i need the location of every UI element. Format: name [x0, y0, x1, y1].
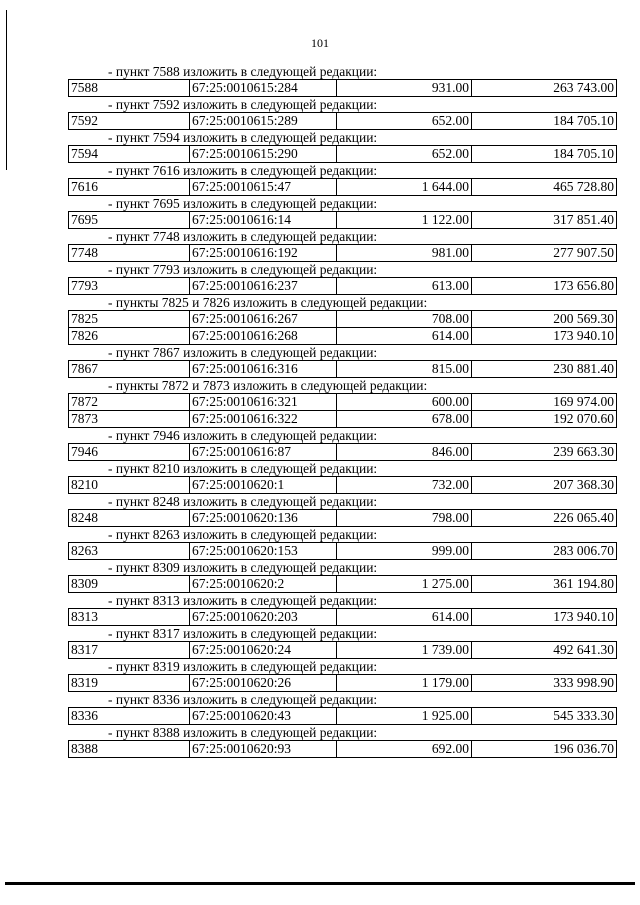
amendment-table [68, 641, 617, 659]
amendment-instruction: - пункт 7748 изложить в следующей редакции: [108, 229, 378, 244]
cadastral-value-cell: 184 705.10 [472, 146, 617, 163]
area-cell: 846.00 [337, 444, 472, 461]
amendment-section [68, 262, 614, 295]
table-row [69, 576, 617, 593]
amendment-instruction: - пункт 8248 изложить в следующей редакции: [108, 494, 378, 509]
amendment-instruction: - пункт 7594 изложить в следующей редакции: [108, 130, 378, 145]
amendment-instruction: - пункт 8263 изложить в следующей редакции: [108, 527, 378, 542]
area-cell: 652.00 [337, 146, 472, 163]
area-cell: 1 122.00 [337, 212, 472, 229]
amendment-table [68, 542, 617, 560]
cadastral-number-cell: 67:25:0010620:43 [190, 708, 337, 725]
amendment-section [68, 593, 614, 626]
amendment-instruction: - пункт 7695 изложить в следующей редакции: [108, 196, 378, 211]
amendment-table [68, 674, 617, 692]
amendment-table [68, 310, 617, 345]
amendment-table [68, 145, 617, 163]
cadastral-value-cell: 173 940.10 [472, 609, 617, 626]
table-row [69, 179, 617, 196]
item-number-cell: 8336 [69, 708, 190, 725]
amendment-instruction: - пункт 8317 изложить в следующей редакции: [108, 626, 378, 641]
table-row [69, 328, 617, 345]
margin-rule [6, 10, 7, 170]
item-number-cell: 7793 [69, 278, 190, 295]
table-row [69, 80, 617, 97]
amendment-section [68, 494, 614, 527]
area-cell: 732.00 [337, 477, 472, 494]
area-cell: 1 644.00 [337, 179, 472, 196]
cadastral-value-cell: 184 705.10 [472, 113, 617, 130]
cadastral-number-cell: 67:25:0010615:290 [190, 146, 337, 163]
amendments-list [68, 64, 614, 758]
area-cell: 613.00 [337, 278, 472, 295]
cadastral-value-cell: 465 728.80 [472, 179, 617, 196]
area-cell: 600.00 [337, 394, 472, 411]
amendment-table [68, 112, 617, 130]
item-number-cell: 7867 [69, 361, 190, 378]
cadastral-value-cell: 200 569.30 [472, 311, 617, 328]
amendment-section [68, 295, 614, 345]
amendment-instruction: - пункт 8388 изложить в следующей редакции: [108, 725, 378, 740]
cadastral-number-cell: 67:25:0010616:14 [190, 212, 337, 229]
item-number-cell: 7826 [69, 328, 190, 345]
amendment-instruction: - пункты 7825 и 7826 изложить в следующей редакции: [108, 295, 428, 310]
table-row [69, 543, 617, 560]
amendment-section [68, 560, 614, 593]
cadastral-value-cell: 283 006.70 [472, 543, 617, 560]
item-number-cell: 7695 [69, 212, 190, 229]
table-row [69, 609, 617, 626]
amendment-table [68, 575, 617, 593]
area-cell: 692.00 [337, 741, 472, 758]
table-row [69, 146, 617, 163]
cadastral-number-cell: 67:25:0010616:237 [190, 278, 337, 295]
amendment-instruction: - пункты 7872 и 7873 изложить в следующей редакции: [108, 378, 428, 393]
cadastral-number-cell: 67:25:0010620:2 [190, 576, 337, 593]
cadastral-value-cell: 173 940.10 [472, 328, 617, 345]
area-cell: 1 179.00 [337, 675, 472, 692]
amendment-section [68, 97, 614, 130]
cadastral-value-cell: 317 851.40 [472, 212, 617, 229]
table-row [69, 510, 617, 527]
area-cell: 981.00 [337, 245, 472, 262]
amendment-table [68, 608, 617, 626]
amendment-table [68, 476, 617, 494]
area-cell: 1 739.00 [337, 642, 472, 659]
cadastral-number-cell: 67:25:0010620:1 [190, 477, 337, 494]
amendment-instruction: - пункт 7592 изложить в следующей редакции: [108, 97, 378, 112]
amendment-table [68, 443, 617, 461]
area-cell: 708.00 [337, 311, 472, 328]
cadastral-value-cell: 192 070.60 [472, 411, 617, 428]
table-row [69, 361, 617, 378]
cadastral-value-cell: 263 743.00 [472, 80, 617, 97]
cadastral-value-cell: 173 656.80 [472, 278, 617, 295]
cadastral-number-cell: 67:25:0010620:203 [190, 609, 337, 626]
area-cell: 614.00 [337, 609, 472, 626]
cadastral-value-cell: 239 663.30 [472, 444, 617, 461]
item-number-cell: 7872 [69, 394, 190, 411]
cadastral-value-cell: 230 881.40 [472, 361, 617, 378]
amendment-section [68, 196, 614, 229]
cadastral-value-cell: 277 907.50 [472, 245, 617, 262]
cadastral-number-cell: 67:25:0010616:321 [190, 394, 337, 411]
table-row [69, 708, 617, 725]
amendment-section [68, 130, 614, 163]
amendment-instruction: - пункт 8336 изложить в следующей редакции: [108, 692, 378, 707]
item-number-cell: 8319 [69, 675, 190, 692]
table-row [69, 113, 617, 130]
table-row [69, 394, 617, 411]
amendment-section [68, 163, 614, 196]
amendment-instruction: - пункт 7867 изложить в следующей редакции: [108, 345, 378, 360]
cadastral-number-cell: 67:25:0010615:47 [190, 179, 337, 196]
item-number-cell: 7748 [69, 245, 190, 262]
table-row [69, 212, 617, 229]
amendment-section [68, 428, 614, 461]
cadastral-number-cell: 67:25:0010616:322 [190, 411, 337, 428]
amendment-instruction: - пункт 8309 изложить в следующей редакции: [108, 560, 378, 575]
item-number-cell: 7825 [69, 311, 190, 328]
cadastral-value-cell: 333 998.90 [472, 675, 617, 692]
cadastral-number-cell: 67:25:0010616:192 [190, 245, 337, 262]
amendment-section [68, 461, 614, 494]
amendment-instruction: - пункт 7793 изложить в следующей редакции: [108, 262, 378, 277]
table-row [69, 444, 617, 461]
cadastral-number-cell: 67:25:0010620:136 [190, 510, 337, 527]
amendment-table [68, 740, 617, 758]
area-cell: 999.00 [337, 543, 472, 560]
amendment-instruction: - пункт 8319 изложить в следующей редакции: [108, 659, 378, 674]
amendment-section [68, 659, 614, 692]
cadastral-value-cell: 361 194.80 [472, 576, 617, 593]
amendment-section [68, 64, 614, 97]
amendment-section [68, 725, 614, 758]
amendment-instruction: - пункт 7616 изложить в следующей редакции: [108, 163, 378, 178]
amendment-section [68, 527, 614, 560]
cadastral-value-cell: 492 641.30 [472, 642, 617, 659]
item-number-cell: 7616 [69, 179, 190, 196]
item-number-cell: 7946 [69, 444, 190, 461]
amendment-table [68, 393, 617, 428]
cadastral-number-cell: 67:25:0010620:24 [190, 642, 337, 659]
item-number-cell: 8248 [69, 510, 190, 527]
area-cell: 1 275.00 [337, 576, 472, 593]
cadastral-value-cell: 226 065.40 [472, 510, 617, 527]
cadastral-number-cell: 67:25:0010616:316 [190, 361, 337, 378]
cadastral-number-cell: 67:25:0010616:87 [190, 444, 337, 461]
table-row [69, 245, 617, 262]
cadastral-number-cell: 67:25:0010620:93 [190, 741, 337, 758]
amendment-instruction: - пункт 8313 изложить в следующей редакции: [108, 593, 378, 608]
item-number-cell: 8388 [69, 741, 190, 758]
area-cell: 798.00 [337, 510, 472, 527]
amendment-section [68, 626, 614, 659]
amendment-instruction: - пункт 7588 изложить в следующей редакции: [108, 64, 378, 79]
item-number-cell: 7594 [69, 146, 190, 163]
item-number-cell: 7592 [69, 113, 190, 130]
table-row [69, 411, 617, 428]
cadastral-value-cell: 196 036.70 [472, 741, 617, 758]
bottom-rule [5, 882, 635, 885]
amendment-table [68, 509, 617, 527]
table-row [69, 278, 617, 295]
amendment-section [68, 692, 614, 725]
page-number: 101 [311, 36, 329, 50]
area-cell: 1 925.00 [337, 708, 472, 725]
item-number-cell: 8309 [69, 576, 190, 593]
area-cell: 652.00 [337, 113, 472, 130]
table-row [69, 741, 617, 758]
amendment-instruction: - пункт 7946 изложить в следующей редакции: [108, 428, 378, 443]
amendment-table [68, 360, 617, 378]
cadastral-value-cell: 169 974.00 [472, 394, 617, 411]
item-number-cell: 8317 [69, 642, 190, 659]
amendment-section [68, 229, 614, 262]
table-row [69, 675, 617, 692]
item-number-cell: 7588 [69, 80, 190, 97]
amendment-table [68, 79, 617, 97]
amendment-instruction: - пункт 8210 изложить в следующей редакции: [108, 461, 378, 476]
item-number-cell: 8313 [69, 609, 190, 626]
amendment-table [68, 244, 617, 262]
area-cell: 931.00 [337, 80, 472, 97]
cadastral-number-cell: 67:25:0010616:268 [190, 328, 337, 345]
area-cell: 614.00 [337, 328, 472, 345]
table-row [69, 477, 617, 494]
item-number-cell: 8263 [69, 543, 190, 560]
cadastral-number-cell: 67:25:0010615:284 [190, 80, 337, 97]
item-number-cell: 7873 [69, 411, 190, 428]
amendment-section [68, 378, 614, 428]
item-number-cell: 8210 [69, 477, 190, 494]
table-row [69, 311, 617, 328]
cadastral-value-cell: 207 368.30 [472, 477, 617, 494]
cadastral-number-cell: 67:25:0010620:26 [190, 675, 337, 692]
amendment-section [68, 345, 614, 378]
cadastral-value-cell: 545 333.30 [472, 708, 617, 725]
amendment-table [68, 277, 617, 295]
table-row [69, 642, 617, 659]
cadastral-number-cell: 67:25:0010616:267 [190, 311, 337, 328]
amendment-table [68, 211, 617, 229]
amendment-table [68, 707, 617, 725]
amendment-table [68, 178, 617, 196]
area-cell: 815.00 [337, 361, 472, 378]
cadastral-number-cell: 67:25:0010620:153 [190, 543, 337, 560]
area-cell: 678.00 [337, 411, 472, 428]
cadastral-number-cell: 67:25:0010615:289 [190, 113, 337, 130]
